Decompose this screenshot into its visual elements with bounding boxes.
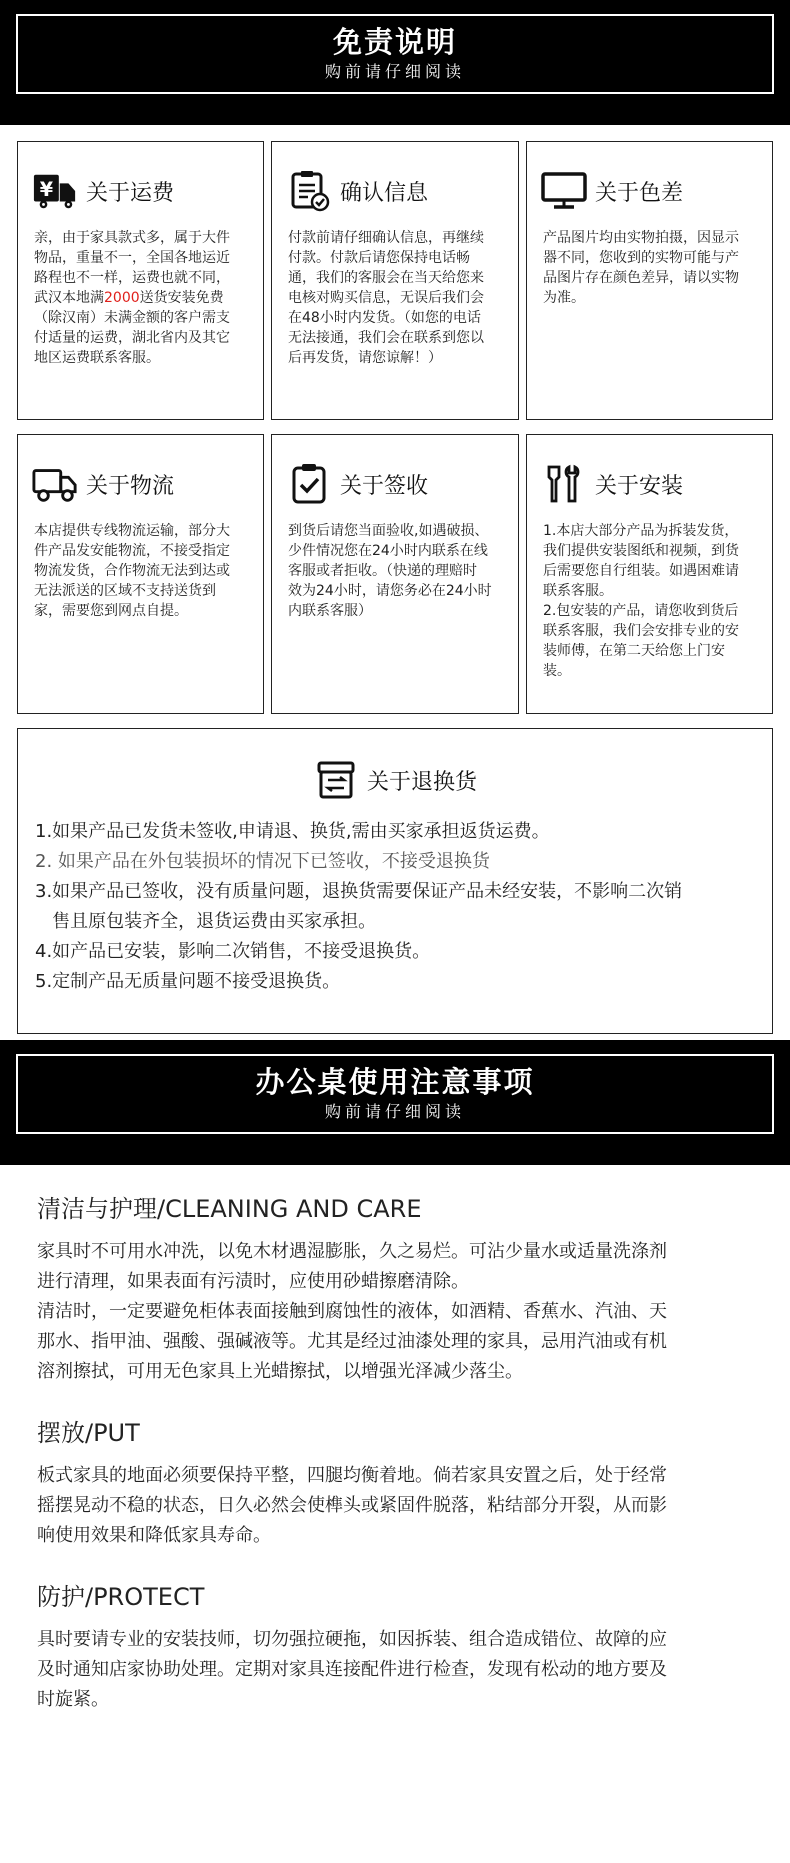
cleaning-section bbox=[37, 1193, 760, 1387]
protection-heading: 防护/PROTECT bbox=[37, 1583, 205, 1611]
usage-notes-banner-frame bbox=[16, 1054, 774, 1134]
returns-header bbox=[18, 759, 772, 801]
confirm-info-box bbox=[271, 141, 519, 420]
usage-notes-title: 办公桌使用注意事项 bbox=[255, 1065, 535, 1099]
installation-box bbox=[526, 434, 773, 714]
yen-truck-icon bbox=[32, 170, 78, 212]
color-difference-text: 产品图片均由实物拍摄，因显示 器不同，您收到的实物可能与产 品图片存在颜色差异，请以实物 为准。 bbox=[543, 230, 739, 306]
installation-title: 关于安装 bbox=[595, 473, 684, 499]
usage-notes-banner bbox=[0, 1040, 790, 1165]
disclaimer-banner bbox=[0, 0, 790, 125]
logistics-header bbox=[32, 463, 174, 505]
returns-title: 关于退换货 bbox=[366, 769, 477, 795]
shipping-text-part1: 亲，由于家具款式多，属于大件 物品，重量不一，全国各地运近 路程也不一样，运费也就不同， 武汉本地满 bbox=[34, 230, 230, 306]
color-difference-box bbox=[526, 141, 773, 420]
usage-notes-subtitle: 购前请仔细阅读 bbox=[324, 1102, 465, 1121]
disclaimer-banner-frame bbox=[16, 14, 774, 94]
color-difference-header bbox=[541, 170, 683, 212]
confirm-info-title: 确认信息 bbox=[340, 180, 429, 206]
cleaning-heading: 清洁与护理/CLEANING AND CARE bbox=[37, 1195, 422, 1223]
placement-section bbox=[37, 1417, 760, 1551]
tools-icon bbox=[541, 463, 587, 505]
logistics-text: 本店提供专线物流运输，部分大 件产品发安能物流，不接受指定 物流发货，合作物流无法到达或 无法派送的区域不支持送货到 家，需要您到网点自提。 bbox=[34, 523, 230, 619]
installation-header bbox=[541, 463, 683, 505]
checklist-icon bbox=[286, 170, 332, 212]
placement-text: 板式家具的地面必须要保持平整，四腿均衡着地。倘若家具安置之后，处于经常 摇摆晃动不稳的状态，日久必然会使榫头或紧固件脱落，粘结部分开裂，从而影 响使用效果和降低家具寿命。 bbox=[37, 1465, 667, 1546]
returns-item: 售且原包装齐全，退货运费由买家承担。 bbox=[35, 911, 377, 932]
info-grid bbox=[0, 125, 790, 1040]
cleaning-text: 家具时不可用水冲洗，以免木材遇湿膨胀，久之易烂。可沾少量水或适量洗涤剂 进行清理，如果表面有污渍时，应使用砂蜡擦磨清除。 清洁时，一定要避免柜体表面接触到腐蚀性的液体，如酒精、香蕉水、汽油、天 那水、指甲油、强酸、强碱液等。尤其是经过油漆处理的家具，忌用汽油或有机 溶剂擦拭，可用无色家具上光蜡擦拭，以增强光泽减少落尘。 bbox=[37, 1241, 667, 1382]
shipping-text bbox=[34, 228, 251, 368]
returns-item: 1.如果产品已发货未签收,申请退、换货,需由买家承担返货运费。 bbox=[35, 821, 550, 842]
monitor-icon bbox=[541, 170, 587, 212]
installation-text: 1.本店大部分产品为拆装发货， 我们提供安装图纸和视频，到货 后需要您自行组装。如遇困难请 联系客服。 2.包安装的产品，请您收到货后 联系客服，我们会安排专业的安 装师傅，在第二天给您上门安 装。 bbox=[543, 523, 739, 679]
returns-box bbox=[17, 728, 773, 1034]
logistics-box bbox=[17, 434, 264, 714]
shipping-header bbox=[32, 170, 174, 212]
receipt-text: 到货后请您当面验收,如遇破损、 少件情况您在24小时内联系在线 客服或者拒收。（快递的理赔时 效为24小时，请您务必在24小时 内联系客服） bbox=[288, 523, 492, 619]
usage-notes-content bbox=[0, 1165, 790, 1853]
placement-heading: 摆放/PUT bbox=[37, 1419, 140, 1447]
returns-item: 2. 如果产品在外包装损坏的情况下已签收，不接受退换货 bbox=[35, 851, 490, 872]
returns-list bbox=[35, 817, 758, 997]
shipping-box bbox=[17, 141, 264, 420]
logistics-title: 关于物流 bbox=[86, 473, 175, 499]
truck-icon bbox=[32, 463, 78, 505]
receipt-title: 关于签收 bbox=[340, 473, 429, 499]
shipping-text-part2: 送货安装免费 （除汉南）未满金额的客户需支 付适量的运费，湖北省内及其它 地区运费联系客服。 bbox=[34, 290, 230, 366]
confirm-info-header bbox=[286, 170, 428, 212]
color-difference-title: 关于色差 bbox=[595, 180, 684, 206]
protection-text: 具时要请专业的安装技师，切勿强拉硬拖，如因拆装、组合造成错位、故障的应 及时通知店家协助处理。定期对家具连接配件进行检查，发现有松动的地方要及 时旋紧。 bbox=[37, 1629, 667, 1710]
receipt-box bbox=[271, 434, 519, 714]
disclaimer-title: 免责说明 bbox=[332, 25, 457, 59]
clipboard-check-icon bbox=[286, 463, 332, 505]
shipping-title: 关于运费 bbox=[86, 180, 175, 206]
svg-text:¥: ¥ bbox=[39, 177, 54, 201]
returns-item: 4.如产品已安装，影响二次销售，不接受退换货。 bbox=[35, 941, 431, 962]
shipping-threshold: 2000 bbox=[104, 290, 140, 306]
receipt-header bbox=[286, 463, 428, 505]
returns-item: 5.定制产品无质量问题不接受退换货。 bbox=[35, 971, 341, 992]
protection-section bbox=[37, 1581, 760, 1715]
disclaimer-subtitle: 购前请仔细阅读 bbox=[324, 62, 465, 81]
confirm-info-text: 付款前请仔细确认信息，再继续 付款。付款后请您保持电话畅 通，我们的客服会在当天给您来 电核对购买信息，无误后我们会 在48小时内发货。（如您的电话 无法接通，我们会在联系到您以 后再发货，请您谅解！） bbox=[288, 230, 484, 366]
returns-item: 3.如果产品已签收，没有质量问题，退换货需要保证产品未经安装，不影响二次销 bbox=[35, 881, 683, 902]
return-box-icon bbox=[313, 759, 359, 801]
